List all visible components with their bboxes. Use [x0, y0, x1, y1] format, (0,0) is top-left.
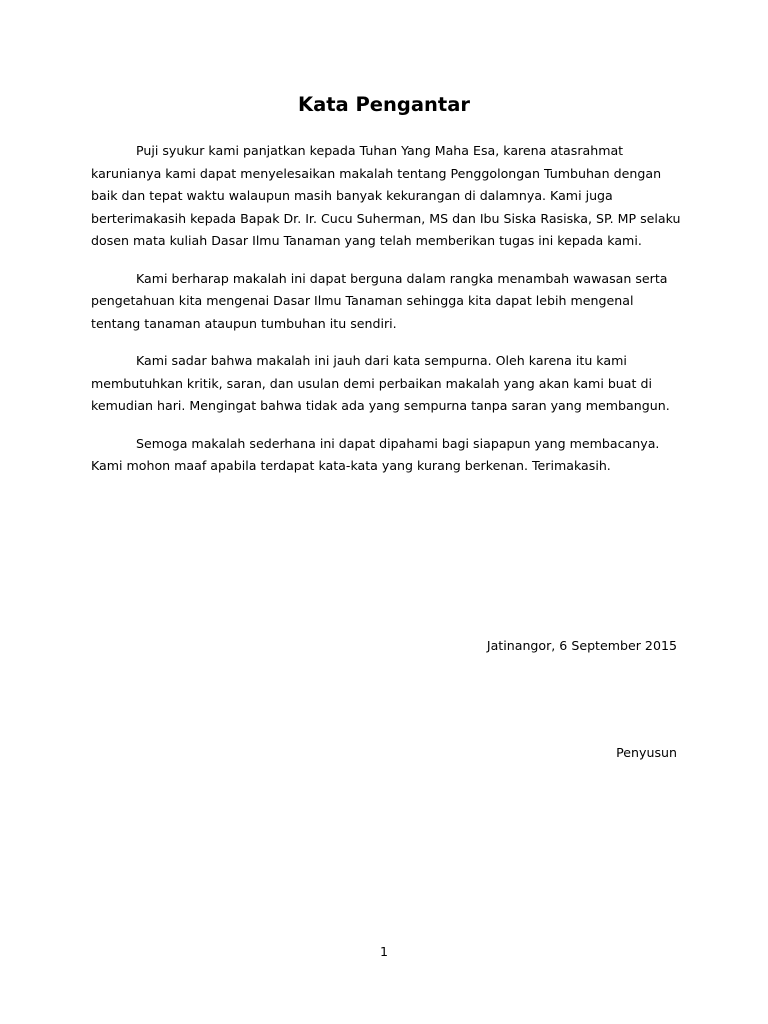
- paragraph-4: [91, 433, 689, 478]
- page-title: Kata Pengantar: [297, 93, 471, 116]
- place-date: Jatinangor, 6 September 2015: [486, 638, 677, 653]
- paragraph-line: berterimakasih kepada Bapak Dr. Ir. Cucu Suherman, MS dan Ibu Siska Rasiska, SP. MP selaku: [91, 210, 681, 226]
- paragraph-2: [91, 268, 689, 336]
- paragraph-line: karunianya kami dapat menyelesaikan makalah tentang Penggolongan Tumbuhan dengan: [91, 165, 662, 181]
- paragraph-line: dosen mata kuliah Dasar Ilmu Tanaman yang telah memberikan tugas ini kepada kami.: [91, 233, 642, 248]
- page-number: 1: [379, 944, 388, 959]
- paragraph-1: [91, 140, 689, 253]
- body-text: [91, 140, 689, 493]
- paragraph-line: pengetahuan kita mengenai Dasar Ilmu Tanaman sehingga kita dapat lebih mengenal: [91, 293, 634, 308]
- paragraph-3: [91, 350, 689, 418]
- paragraph-line: tentang tanaman ataupun tumbuhan itu sendiri.: [91, 315, 397, 331]
- paragraph-line: kemudian hari. Mengingat bahwa tidak ada yang sempurna tanpa saran yang membangun.: [91, 398, 670, 413]
- paragraph-line: membutuhkan kritik, saran, dan usulan demi perbaikan makalah yang akan kami buat di: [91, 375, 652, 391]
- author-signature: Penyusun: [616, 745, 677, 760]
- paragraph-line: Kami berharap makalah ini dapat berguna dalam rangka menambah wawasan serta: [136, 270, 668, 286]
- paragraph-line: Puji syukur kami panjatkan kepada Tuhan Yang Maha Esa, karena atasrahmat: [136, 143, 624, 158]
- paragraph-line: Kami mohon maaf apabila terdapat kata-kata yang kurang berkenan. Terimakasih.: [91, 458, 611, 473]
- paragraph-line: baik dan tepat waktu walaupun masih banyak kekurangan di dalamnya. Kami juga: [91, 188, 613, 203]
- paragraph-line: Kami sadar bahwa makalah ini jauh dari kata sempurna. Oleh karena itu kami: [136, 353, 627, 368]
- paragraph-line: Semoga makalah sederhana ini dapat dipahami bagi siapapun yang membacanya.: [136, 435, 660, 451]
